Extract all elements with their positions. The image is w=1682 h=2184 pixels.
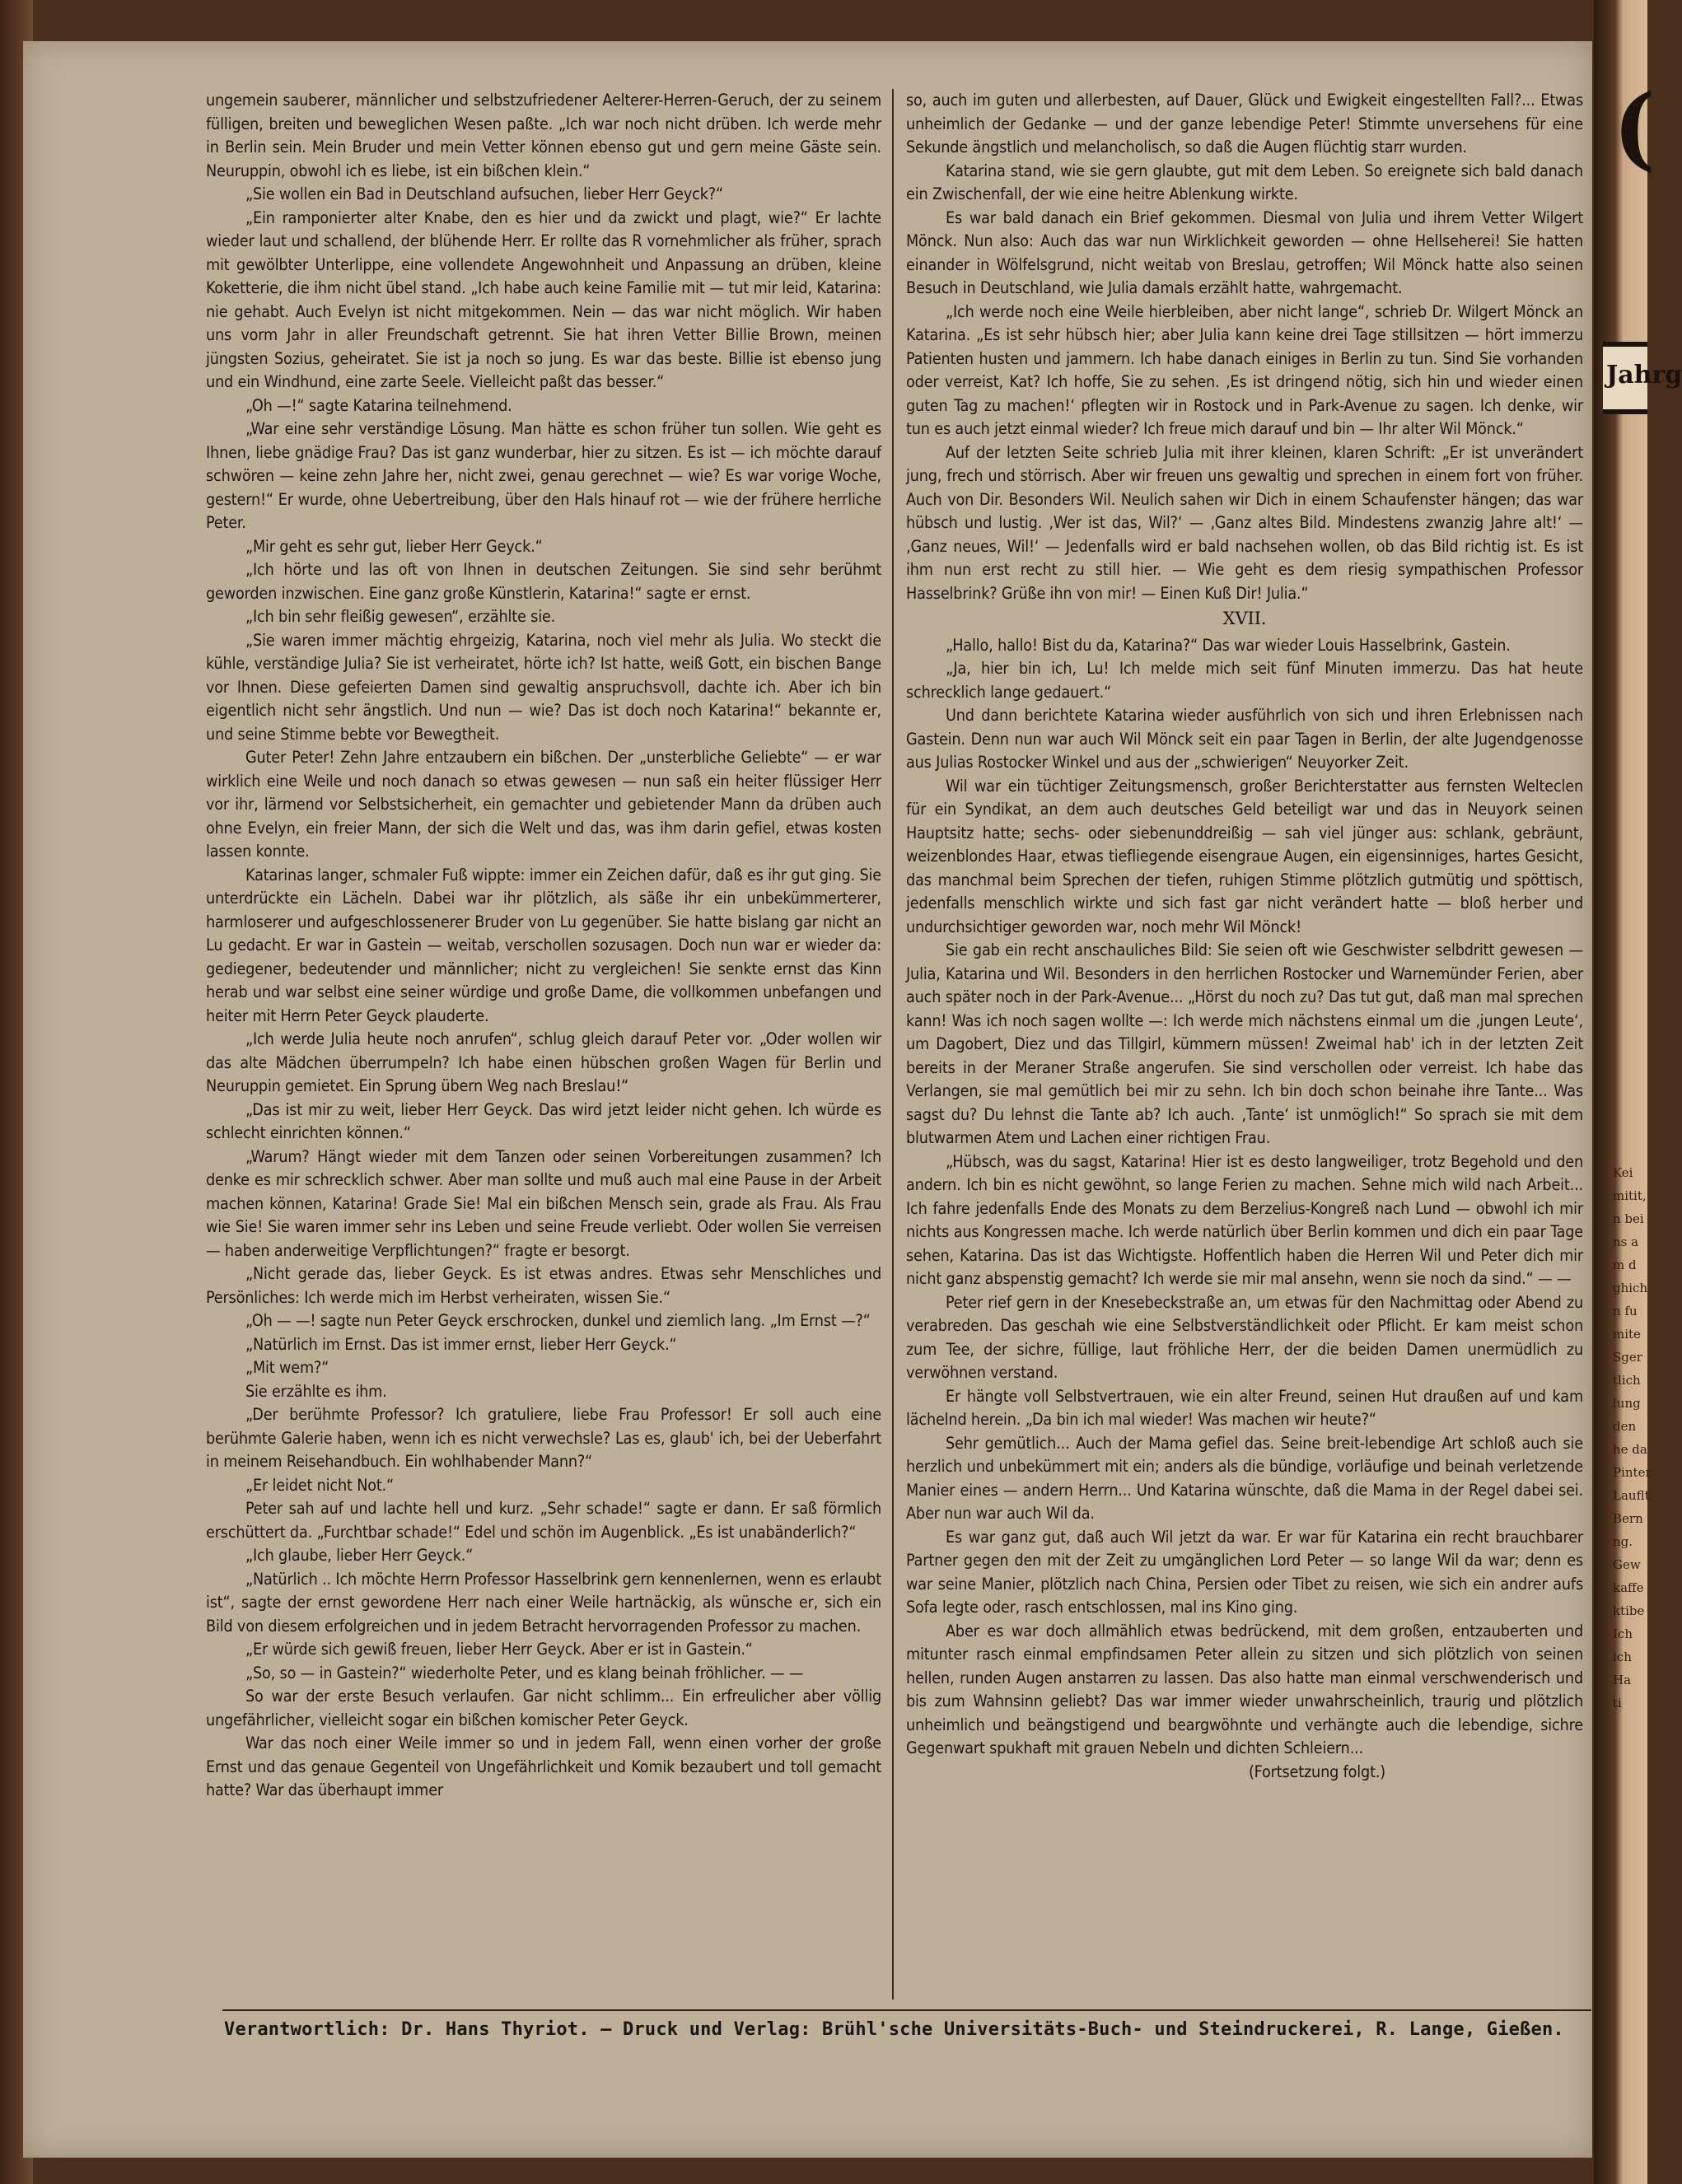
adjacent-page-initial: ( — [1613, 74, 1656, 180]
paragraph: Peter sah auf und lachte hell und kurz. „Sehr schade!“ sagte er dann. Er saß förmlich erschüttert da. „Furchtbar schade!“ Edel und schön im Augenblick. „Es ist unabänderlich?“ — [206, 1499, 881, 1542]
paragraph: „Ich werde Julia heute noch anrufen“, schlug gleich darauf Peter vor. „Oder wollen wir das alte Mädchen überrumpeln? Ich habe einen hübschen großen Wagen für Berlin und Neuruppin gemietet. Ein Sprung übern Weg nach Breslau!“ — [206, 1029, 881, 1095]
paragraph: Katarinas langer, schmaler Fuß wippte: immer ein Zeichen dafür, daß es ihr gut ging. Sie unterdrückte ein Lächeln. Dabei war ihr plötzlich, als säße ihr ein unbekümmerterer, harmloserer und aufgeschlossenerer Bruder von Lu gegenüber. Sie hatte bislang gar nicht an Lu gedacht. Er war in Gastein — weitab, verschollen sozusagen. Doch nun war er wieder da: gediegener, bedeutender und männlicher; nicht zu vergleichen! Sie senkte ernst das Kinn herab und war selbst eine seiner würdige und große Dame, die vollkommen unbefangen und heiter mit Herrn Peter Geyck plauderte. — [206, 865, 881, 1025]
adjacent-page-fragment: ich — [1613, 1650, 1632, 1664]
adjacent-page-fragment: Lauflt — [1613, 1488, 1650, 1503]
adjacent-page-fragment: Kei — [1613, 1165, 1633, 1180]
paragraph: „Hübsch, was du sagst, Katarina! Hier ist es desto langweiliger, trotz Begehold und den andern. Ich bin es nicht gewöhnt, so lange Ferien zu machen. Sehne mich wild nach Arbeit... Ich fahre jedenfalls Ende des Monats zu dem Berzelius-Kongreß nach Lund — obwohl ich mir nichts aus Kongressen mache. Ich werde natürlich über Berlin kommen und dich ein paar Tage sehen, Katarina. Das ist das Wichtigste. Hoffentlich haben die Herren Wil und Peter dich mir nicht ganz abspenstig gemacht? Ich werde sie mir mal ansehn, wenn sie noch da sind.“ — — — [906, 1151, 1583, 1288]
paragraph: „Ich glaube, lieber Herr Geyck.“ — [245, 1546, 474, 1565]
adjacent-page-fragment: n fu — [1613, 1304, 1638, 1318]
paragraph: „Oh — —! sagte nun Peter Geyck erschrocken, dunkel und ziemlich lang. „Im Ernst —?“ — [245, 1311, 871, 1330]
adjacent-page-fragment: ng. — [1613, 1534, 1633, 1549]
adjacent-page-fragment: ti — [1613, 1696, 1622, 1710]
adjacent-page-fragment: mite — [1613, 1327, 1641, 1342]
adjacent-page-fragment: Bern — [1613, 1511, 1643, 1526]
paragraph: Er hängte voll Selbstvertrauen, wie ein alter Freund, seinen Hut draußen auf und kam lächelnd herein. „Da bin ich mal wieder! Was machen wir heute?“ — [906, 1386, 1583, 1429]
adjacent-page-fragment: Ich — [1613, 1626, 1633, 1641]
paragraph: „Ein ramponierter alter Knabe, den es hier und da zwickt und plagt, wie?“ Er lachte wieder laut und schallend, der blühende Herr. Er rollte das R vornehmlicher als früher, sprach mit gewölbter Unterlippe, eine vollendete Angewohnheit und Anpassung an drüben, kleine Koketterie, die ihm nicht übel stand. „Ich habe auch keine Familie mit — tut mir leid, Katarina: nie gehabt. Auch Evelyn ist nicht mitgekommen. Nein — das war nicht möglich. Wir haben uns vorm Jahr in aller Freundschaft getrennt. Sie hat ihren Vetter Billie Brown, meinen jüngsten Sozius, geheiratet. Sie ist ja noch so jung. Es war das beste. Billie ist ebenso jung und ein Windhund, eine zarte Seele. Vielleicht paßt das besser.“ — [206, 208, 881, 391]
paragraph: So war der erste Besuch verlaufen. Gar nicht schlimm... Ein erfreulicher aber völlig ungefährlicher, vielleicht sogar ein bißchen komischer Peter Geyck. — [206, 1687, 881, 1729]
paragraph: Peter rief gern in der Knesebeckstraße an, um etwas für den Nachmittag oder Abend zu verabreden. Das geschah wie eine Selbstverständlichkeit oder Pflicht. Er kam meist schon zum Tee, der sichre, füllige, laut fröhliche Herr, der die beiden Damen unermüdlich zu verwöhnen verstand. — [906, 1292, 1583, 1382]
paragraph: „Ich bin sehr fleißig gewesen“, erzählte sie. — [245, 607, 556, 626]
paragraph: „Er leidet nicht Not.“ — [245, 1475, 395, 1495]
adjacent-page-spine — [1594, 0, 1652, 2184]
paragraph: War das noch einer Weile immer so und in jedem Fall, wenn einen vorher der große Ernst und das genaue Gegenteil von Ungefährlichkeit und Komik bezaubert und toll gemacht hatte? War das überhaupt immer — [206, 1734, 881, 1799]
paragraph: Aber es war doch allmählich etwas bedrückend, mit dem großen, entzauberten und mitunter rasch einmal empfindsamen Peter allein zu sitzen und sich plötzlich von seinen hellen, runden Augen anstarren zu lassen. Das also hatte man einmal verschwenderisch und bis zum Wahnsinn geliebt? Das war immer wieder unwahrscheinlich, traurig und plötzlich unheimlich und beängstigend und beargwöhnte und verhängte auch die lebendige, sichre Gegenwart spukhaft mit grauen Nebeln und dichten Schleiern... — [906, 1621, 1583, 1757]
adjacent-page-fragment: n bei — [1613, 1211, 1644, 1226]
paragraph: „Nicht gerade das, lieber Geyck. Es ist etwas andres. Etwas sehr Menschliches und Persönliches: Ich werde mich im Herbst verheiraten, wissen Sie.“ — [206, 1264, 881, 1307]
paragraph: so, auch im guten und allerbesten, auf Dauer, Glück und Ewigkeit eingestellten Fall?... Etwas unheimlich der Gedanke — und der ganze lebendige Peter! Stimmte unversehens für eine Sekunde ängstlich und melancholisch, so daß die Augen flüchtig starr wurden. — [906, 91, 1583, 156]
paragraph: „Ich werde noch eine Weile hierbleiben, aber nicht lange“, schrieb Dr. Wilgert Mönck an Katarina. „Es ist sehr hübsch hier; aber Julia kann keine drei Tage stillsitzen — hört immerzu Patienten husten und jammern. Ich habe danach einiges in Berlin zu tun. Sind Sie vorhanden oder verreist, Kat? Ich hoffe, Sie zu sehen. ‚Es ist dringend nötig, sich hin und wieder einen guten Tag zu machen!‘ pflegten wir in Rostock und in Park-Avenue zu sagen. Ich denke, wir tun es auch jetzt einmal wieder? Ich freue mich darauf und bin — Ihr alter Wil Mönck.“ — [906, 301, 1583, 438]
adjacent-page-fragment: m d — [1613, 1258, 1637, 1272]
adjacent-page-fragment: mitit, — [1613, 1188, 1647, 1203]
paragraph: „Hallo, hallo! Bist du da, Katarina?“ Das war wieder Louis Hasselbrink, Gastein. — [946, 635, 1511, 655]
paragraph: Katarina stand, wie sie gern glaubte, gut mit dem Leben. So ereignete sich bald danach ein Zwischenfall, der wie eine heitre Ablenkung wirkte. — [906, 161, 1583, 203]
paragraph: „Mir geht es sehr gut, lieber Herr Geyck.“ — [245, 536, 543, 556]
adjacent-page-fragment: Sger — [1613, 1350, 1642, 1365]
paragraph: ungemein sauberer, männlicher und selbstzufriedener Aelterer-Herren-Geruch, der zu seinem fülligen, breiten und beweglichen Wesen paßte. „Ich war noch nicht drüben. Ich werde mehr in Berlin sein. Mein Bruder und mein Vetter können ebenso gut und gern meine Gäste sein. Neuruppin, obwohl ich es liebe, ist ein bißchen klein.“ — [206, 91, 881, 180]
right-column-text-before-chapter — [906, 89, 1583, 605]
paragraph: „Mit wem?“ — [245, 1358, 329, 1377]
paragraph: Sie erzählte es ihm. — [245, 1381, 387, 1401]
adjacent-page-fragment: ktibe — [1613, 1603, 1645, 1618]
paragraph: „Natürlich .. Ich möchte Herrn Professor Hasselbrink gern kennenlernen, wenn es erlaubt ist“, sagte der ernst gewordene Herr nach einer Weile hartnäckig, als wünsche er, sich ein Bild von diesem erfolgreichen und in jedem Betracht hervorragenden Professor zu machen. — [206, 1569, 881, 1636]
adjacent-page-fragment: he da — [1613, 1442, 1647, 1457]
paragraph: „Ich hörte und las oft von Ihnen in deutschen Zeitungen. Sie sind sehr berühmt geworden inzwischen. Eine ganz große Künstlerin, Katarina!“ sagte er ernst. — [206, 560, 881, 603]
adjacent-page-fragment: lung — [1613, 1396, 1641, 1411]
paragraph: „Der berühmte Professor? Ich gratuliere, liebe Frau Professor! Er soll auch eine berühmte Galerie haben, wenn ich es nicht verwechsle? Las es, glaub' ich, bei der Ueberfahrt in meinem Reisehandbuch. Ein wohlhabender Mann?“ — [206, 1405, 881, 1471]
adjacent-page-fragment: ns a — [1613, 1234, 1639, 1249]
paragraph: „Er würde sich gewiß freuen, lieber Herr Geyck. Aber er ist in Gastein.“ — [245, 1640, 753, 1659]
left-text-column — [206, 89, 881, 1991]
column-divider — [892, 89, 894, 2000]
paragraph: „Sie waren immer mächtig ehrgeizig, Katarina, noch viel mehr als Julia. Wo steckt die kühle, verständige Julia? Sie ist verheiratet, hörte ich? Ist hatte, weiß Gott, ein bischen Bange vor Ihnen. Diese gefeierten Damen sind gewaltig anspruchsvoll, dachte ich. Aber ich bin eigentlich nicht sehr ängstlich. Und nun — wie? Das ist doch noch Katarina!“ bekannte er, und seine Stimme bebte vor Bewegtheit. — [206, 630, 881, 744]
paragraph: „Oh —!“ sagte Katarina teilnehmend. — [245, 395, 512, 415]
paragraph: Und dann berichtete Katarina wieder ausführlich von sich und ihren Erlebnissen nach Gastein. Denn nun war auch Wil Mönck seit ein paar Tagen in Berlin, der alte Jugendgenosse aus Julias Rostocker Winkel und aus der „schwierigen“ Neuyorker Zeit. — [906, 706, 1583, 772]
chapter-heading: XVII. — [1222, 609, 1267, 628]
adjacent-page-fragment: Gew — [1613, 1557, 1641, 1572]
adjacent-page-fragment: kaffe — [1613, 1580, 1644, 1595]
paragraph: Sie gab ein recht anschauliches Bild: Sie seien oft wie Geschwister selbdritt gewesen — Julia, Katarina und Wil. Besonders in den herrlichen Rostocker und Warnemünder Ferien, aber auch später noch in der Park-Avenue... „Hörst du noch zu? Das tut gut, daß man mal sprechen kann! Was ich noch sagen wollte —: Ich werde mich nächstens einmal um die ‚jungen Leute‘, um Dagobert, Diez und das Tillgirl, kümmern müssen! Zweimal hab' ich in der letzten Zeit bereits in der Meraner Straße angerufen. Sie sind verschollen oder verreist. Ich habe das Verlangen, sie mal gemütlich bei mir zu sehn. Ich bin doch schon beinahe ihre Tante... Was sagst du? Du lehnst die Tante ab? Ich auch. ‚Tante‘ ist unmöglich!“ So sprach sie mit dem blutwarmen Atem und Lachen einer richtigen Frau. — [906, 940, 1583, 1147]
adjacent-page-header-band: Jahrg — [1603, 342, 1647, 414]
paragraph: „Warum? Hängt wieder mit dem Tanzen oder seinen Vorbereitungen zusammen? Ich denke es mir schrecklich schwer. Aber man sollte und muß auch mal eine Pause in der Arbeit machen können, Katarina! Grade Sie! Mal ein bißchen Mensch sein, grade als Frau. Als Frau wie Sie! Sie waren immer sehr ins Leben und seine Freude verliebt. Oder wollen Sie verreisen — haben anderweitige Verpflichtungen?“ fragte er besorgt. — [206, 1146, 881, 1260]
right-column-text-after-chapter — [906, 634, 1583, 1761]
paragraph: „Das ist mir zu weit, lieber Herr Geyck. Das wird jetzt leider nicht gehen. Ich würde es schlecht einrichten können.“ — [206, 1099, 881, 1142]
paragraph: Guter Peter! Zehn Jahre entzaubern ein bißchen. Der „unsterbliche Geliebte“ — er war wirklich eine Weile und noch danach so etwas gewesen — nun saß ein heiter flüssiger Herr vor ihr, lärmend vor Selbstsicherheit, ein gemachter und gebietender Mann da drüben auch ohne Evelyn, ein freier Mann, der sich die Welt und das, was ihm darin gefiel, etwas kosten lassen konnte. — [206, 748, 881, 861]
paragraph: Sehr gemütlich... Auch der Mama gefiel das. Seine breit-lebendige Art schloß auch sie herzlich und unbekümmert mit ein; anders als die bündige, vorläufige und beinah verletzende Manier eines — andern Herrn... Und Katarina wünschte, daß die Mama in der Regel dabei sei. Aber nun war auch Wil da. — [906, 1433, 1583, 1523]
paragraph: Auf der letzten Seite schrieb Julia mit ihrer kleinen, klaren Schrift: „Er ist unverändert jung, frech und störrisch. Aber wir freuen uns gewaltig und sprechen in einem fort von früher. Auch von Dir. Besonders Wil. Neulich sahen wir Dich in einem Schaufenster hängen; das war hübsch und lustig. ‚Wer ist das, Wil?‘ — ‚Ganz altes Bild. Mindestens zwanzig Jahre alt!‘ — ‚Ganz neues, Wil!‘ — Jedenfalls wird er bald nachsehen wollen, ob das Bild richtig ist. Es ist ihm nun erst recht zu still hier. — Wie geht es dem riesig sympathischen Professor Hasselbrink? Grüße ihn von mir! — Einen Kuß Dir! Julia.“ — [906, 442, 1583, 603]
adjacent-page-fragment: tlich — [1613, 1373, 1641, 1388]
paragraph: „Sie wollen ein Bad in Deutschland aufsuchen, lieber Herr Geyck?“ — [245, 184, 723, 203]
paragraph: Es war ganz gut, daß auch Wil jetzt da war. Er war für Katarina ein recht brauchbarer Partner gegen den mit der Zeit zu umgänglichen Lord Peter — so lange Wil da war; denn es war seine Manier, plötzlich nach China, Persien oder Tibet zu reisen, wie sich ein andrer aufs Sofa legte oder, rasch entschlossen, mal ins Kino ging. — [906, 1527, 1583, 1617]
continued-note: (Fortsetzung folgt.) — [1248, 1762, 1385, 1781]
adjacent-page-text-fragments — [1613, 1161, 1652, 1715]
adjacent-page-fragment: ghich — [1613, 1281, 1648, 1295]
footer-rule — [222, 2009, 1591, 2011]
paragraph: „Ja, hier bin ich, Lu! Ich melde mich seit fünf Minuten immerzu. Das hat heute schrecklich lange gedauert.“ — [906, 659, 1583, 702]
paragraph: „Natürlich im Ernst. Das ist immer ernst, lieber Herr Geyck.“ — [245, 1334, 677, 1354]
paragraph: „So, so — in Gastein?“ wiederholte Peter, und es klang beinah fröhlicher. — — — [245, 1663, 804, 1682]
paragraph: „War eine sehr verständige Lösung. Man hätte es schon früher tun sollen. Wie geht es Ihnen, liebe gnädige Frau? Das ist ganz wunderbar, hier zu sitzen. Es ist — ich möchte darauf schwören — keine zehn Jahre her, nicht zwei, genau gerechnet — wie? Es war vorige Woche, gestern!“ Er wurde, ohne Uebertreibung, über den Hals hinauf rot — wie der frühere herrliche Peter. — [206, 419, 881, 532]
paragraph: Wil war ein tüchtiger Zeitungsmensch, großer Berichterstatter aus fernsten Welteclen für ein Syndikat, an dem auch deutsches Geld beteiligt war und das in Neuyork seinen Hauptsitz hatte; sechs- oder siebenunddreißig — sah viel jünger aus: schlank, gebräunt, weizenblondes Haar, etwas tiefliegende eisengraue Augen, ein eigensinniges, hartes Gesicht, das manchmal beim Sprechen der tiefen, ruhigen Stimme plötzlich gutmütig und spöttisch, jedenfalls menschlich wirkte und sich fast gar nicht verändert hatte — bloß herber und undurchsichtiger geworden war, noch mehr Wil Mönck! — [906, 776, 1583, 936]
imprint-footer: Verantwortlich: Dr. Hans Thyriot. — Druck und Verlag: Brühl'sche Universitäts-Buch- und Steindruckerei, R. Lange, Gießen. — [224, 2019, 1564, 2040]
adjacent-page-fragment: Ha — [1613, 1673, 1632, 1687]
adjacent-page-fragment: den — [1613, 1419, 1637, 1434]
paragraph: Es war bald danach ein Brief gekommen. Diesmal von Julia und ihrem Vetter Wilgert Mönck. Nun also: Auch das war nun Wirklichkeit geworden — ohne Hellseherei! Sie hatten einander in Wölfelsgrund, nicht weitab von Breslau, getroffen; Wil Mönck hatte also seinen Besuch in Deutschland, wie Julia damals erzählt hatte, wahrgemacht. — [906, 208, 1583, 297]
adjacent-page-fragment: Pinter — [1613, 1465, 1652, 1480]
right-text-column — [906, 89, 1583, 1991]
